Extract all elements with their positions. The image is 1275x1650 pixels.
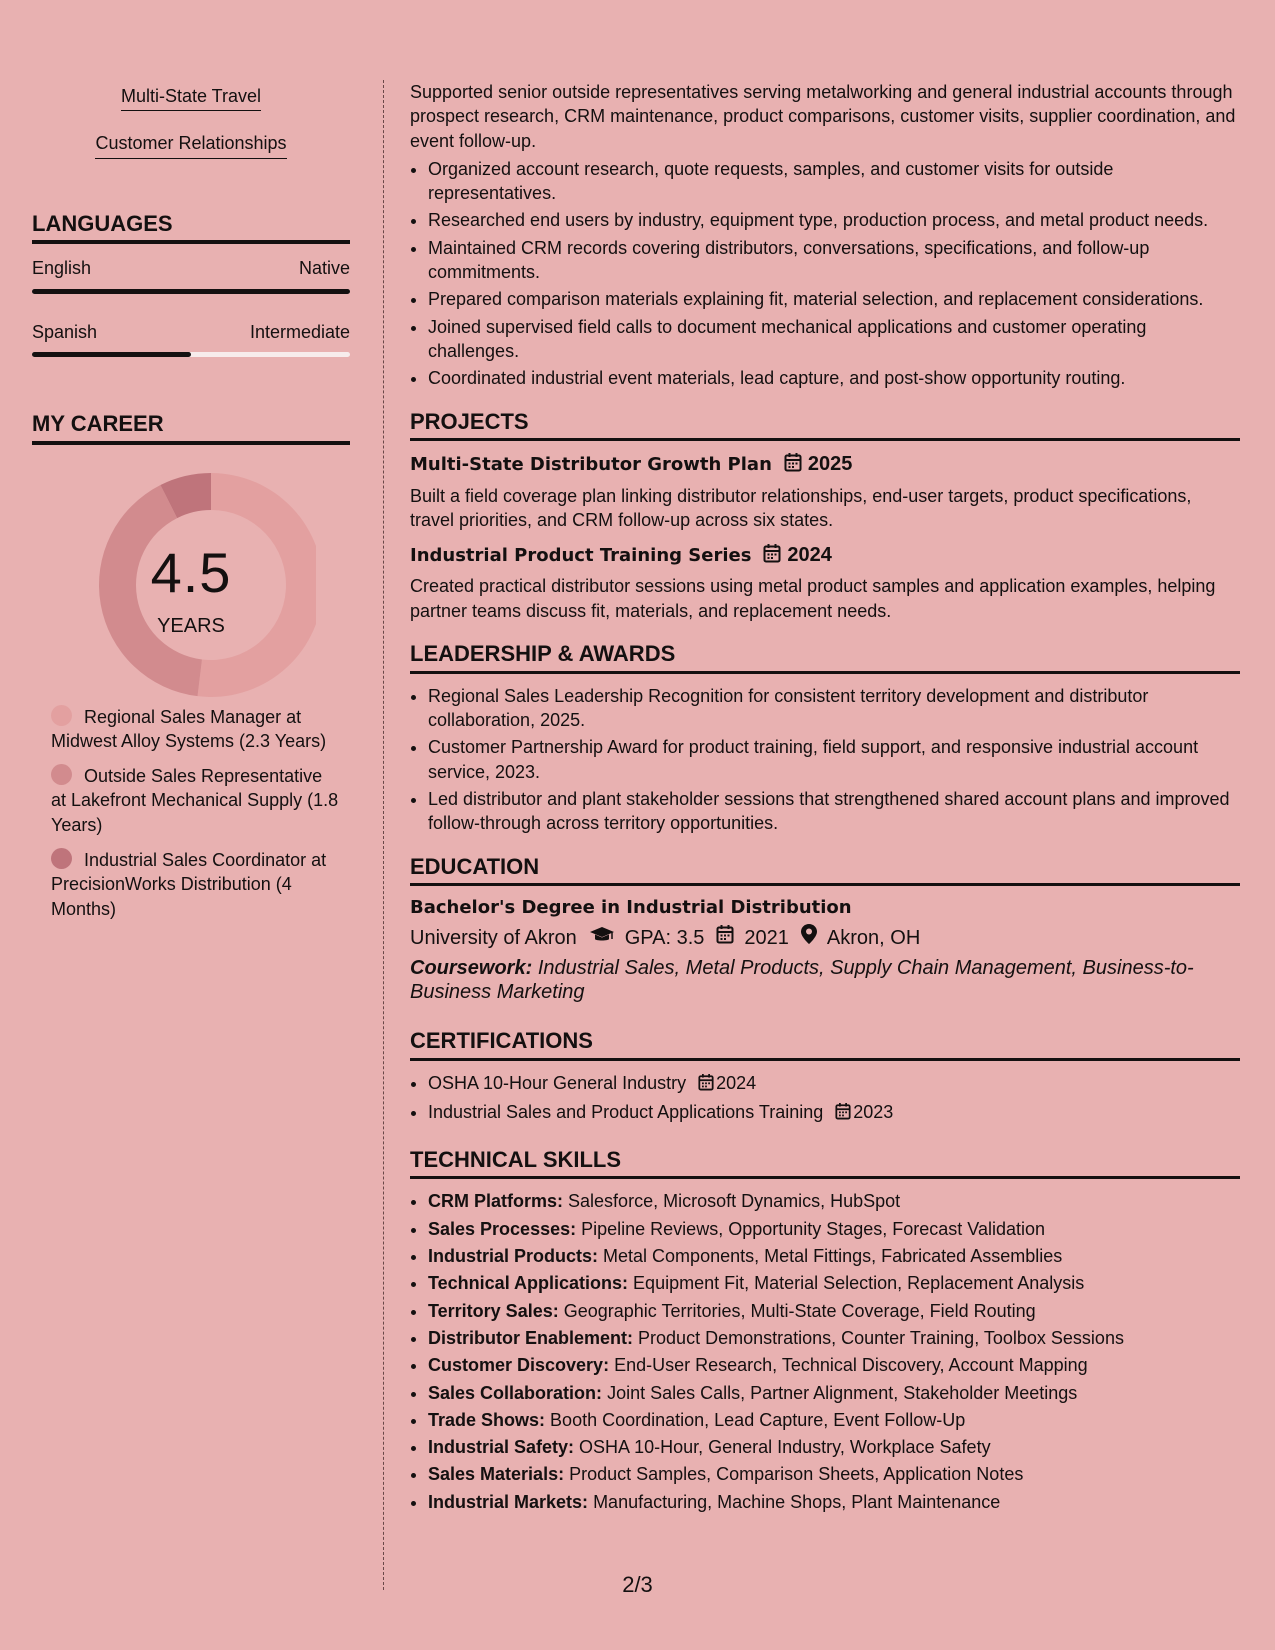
skill-label: Industrial Markets: bbox=[428, 1491, 589, 1512]
legend-dot bbox=[51, 848, 72, 869]
legend-label: Industrial Sales Coordinator at PrecisionWorks Distribution (4 Months) bbox=[51, 850, 327, 919]
project-year: 2025 bbox=[807, 453, 853, 476]
graduation-year: 2021 bbox=[744, 926, 789, 949]
career-unit: YEARS bbox=[157, 614, 225, 637]
certification-year: 2024 bbox=[716, 1073, 757, 1094]
certification-list bbox=[410, 1071, 1240, 1127]
language-name: Spanish bbox=[32, 321, 98, 342]
skill-item bbox=[428, 1217, 1240, 1241]
main-content bbox=[410, 80, 1240, 1517]
career-legend-item bbox=[51, 764, 340, 837]
skill-item bbox=[428, 1271, 1240, 1295]
skill-value: Booth Coordination, Lead Capture, Event Follow-Up bbox=[550, 1409, 966, 1430]
skills-list bbox=[410, 1189, 1240, 1514]
skill-item bbox=[428, 1381, 1240, 1405]
language-name: English bbox=[32, 258, 92, 279]
language-item bbox=[32, 320, 350, 357]
experience-bullets bbox=[410, 157, 1240, 391]
skill-label: Distributor Enablement: bbox=[428, 1327, 634, 1348]
calendar-icon bbox=[763, 543, 781, 570]
languages-heading: LANGUAGES bbox=[32, 209, 350, 245]
skill-value: Manufacturing, Machine Shops, Plant Maintenance bbox=[593, 1491, 1001, 1512]
skill-value: Salesforce, Microsoft Dynamics, HubSpot bbox=[568, 1191, 901, 1212]
education-location: Akron, OH bbox=[826, 926, 921, 949]
language-bar-fill bbox=[32, 352, 191, 357]
calendar-icon bbox=[784, 452, 802, 479]
list-item: • Prepared comparison materials explaining fit, material selection, and replacement considerations. bbox=[428, 287, 1240, 311]
degree-title: Bachelor's Degree in Industrial Distribution bbox=[410, 897, 852, 919]
sidebar bbox=[32, 84, 350, 932]
skill-value: Equipment Fit, Material Selection, Replacement Analysis bbox=[633, 1273, 1085, 1294]
career-heading: MY CAREER bbox=[32, 409, 350, 445]
skill-label: Trade Shows: bbox=[428, 1409, 546, 1430]
skill-label: Sales Processes: bbox=[428, 1218, 577, 1239]
skill-value: End-User Research, Technical Discovery, Account Mapping bbox=[614, 1355, 1088, 1376]
list-item: • Joined supervised field calls to document mechanical applications and customer operating challenges. bbox=[428, 315, 1240, 364]
page-number: 2/3 bbox=[622, 1572, 653, 1597]
list-item bbox=[428, 1100, 1240, 1126]
school-name: University of Akron bbox=[410, 926, 577, 949]
experience-intro: Supported senior outside representatives serving metalworking and general industrial accounts through prospect research, CRM maintenance, product comparisons, customer visits, supplier coordination, and event follow-up. bbox=[410, 82, 1236, 151]
skill-item bbox=[428, 1353, 1240, 1377]
skill-value: Geographic Territories, Multi-State Coverage, Field Routing bbox=[563, 1300, 1036, 1321]
skill-value: Product Samples, Comparison Sheets, Application Notes bbox=[569, 1464, 1024, 1485]
project-description: Created practical distributor sessions using metal product samples and application examples, helping partner teams discuss fit, materials, and replacement needs. bbox=[410, 576, 1216, 621]
skill-item bbox=[428, 1326, 1240, 1350]
skill-item bbox=[428, 1189, 1240, 1213]
coursework bbox=[410, 956, 1240, 1004]
project-year: 2024 bbox=[787, 544, 832, 567]
project-name: Multi-State Distributor Growth Plan bbox=[410, 454, 772, 476]
list-item: • Led distributor and plant stakeholder sessions that strengthened shared account plans and improved follow-through across territory opportunities. bbox=[428, 787, 1240, 836]
language-bar-fill bbox=[32, 289, 350, 294]
certification-year: 2023 bbox=[853, 1102, 894, 1123]
coursework-label: Coursework: bbox=[410, 957, 533, 980]
leadership-bullets bbox=[410, 684, 1240, 836]
career-donut bbox=[32, 473, 350, 713]
career-total: 4.5 bbox=[150, 540, 232, 604]
skill-value: OSHA 10-Hour, General Industry, Workplace Safety bbox=[579, 1437, 991, 1458]
skill-value: Joint Sales Calls, Partner Alignment, Stakeholder Meetings bbox=[607, 1382, 1078, 1403]
tag-list bbox=[32, 84, 350, 179]
skill-item bbox=[428, 1490, 1240, 1514]
list-item bbox=[428, 1071, 1240, 1097]
language-item bbox=[32, 256, 350, 293]
graduation-cap-icon bbox=[589, 925, 615, 952]
language-level: Intermediate bbox=[249, 321, 350, 342]
skill-label: Territory Sales: bbox=[428, 1300, 559, 1321]
language-bar bbox=[32, 352, 350, 357]
certification-name: OSHA 10-Hour General Industry bbox=[428, 1073, 687, 1094]
project-item bbox=[410, 542, 1240, 623]
list-item: • Organized account research, quote requests, samples, and customer visits for outside representatives. bbox=[428, 157, 1240, 206]
coursework-list: Industrial Sales, Metal Products, Supply Chain Management, Business-to-Business Marketing bbox=[410, 957, 1194, 1004]
skill-item bbox=[428, 1435, 1240, 1459]
gpa: GPA: 3.5 bbox=[624, 926, 705, 949]
tag-item: Multi-State Travel bbox=[121, 84, 261, 111]
legend-dot bbox=[51, 764, 72, 785]
skill-label: Sales Collaboration: bbox=[428, 1382, 603, 1403]
project-item bbox=[410, 451, 1240, 532]
career-legend bbox=[32, 705, 350, 921]
skill-label: Industrial Products: bbox=[428, 1246, 599, 1267]
language-level: Native bbox=[298, 258, 350, 279]
skill-label: Technical Applications: bbox=[428, 1273, 629, 1294]
project-name: Industrial Product Training Series bbox=[410, 545, 752, 567]
education-meta bbox=[410, 924, 1240, 952]
skill-label: Industrial Safety: bbox=[428, 1437, 575, 1458]
language-bar bbox=[32, 289, 350, 294]
list-item: • Maintained CRM records covering distributors, conversations, specifications, and follow-up commitments. bbox=[428, 236, 1240, 285]
legend-label: Regional Sales Manager at Midwest Alloy Systems (2.3 Years) bbox=[51, 706, 327, 751]
skills-heading: TECHNICAL SKILLS bbox=[410, 1145, 1240, 1180]
legend-label: Outside Sales Representative at Lakefront Mechanical Supply (1.8 Years) bbox=[51, 766, 339, 835]
skill-value: Metal Components, Metal Fittings, Fabricated Assemblies bbox=[603, 1246, 1063, 1267]
skill-value: Product Demonstrations, Counter Training, Toolbox Sessions bbox=[638, 1327, 1124, 1348]
career-legend-item bbox=[51, 848, 340, 921]
list-item: • Customer Partnership Award for product training, field support, and responsive industrial account service, 2023. bbox=[428, 735, 1240, 784]
map-pin-icon bbox=[801, 924, 817, 952]
projects-heading: PROJECTS bbox=[410, 407, 1240, 442]
certifications-heading: CERTIFICATIONS bbox=[410, 1026, 1240, 1061]
skill-item bbox=[428, 1462, 1240, 1486]
calendar-icon bbox=[835, 1102, 851, 1126]
education-heading: EDUCATION bbox=[410, 852, 1240, 887]
skill-item bbox=[428, 1299, 1240, 1323]
calendar-icon bbox=[716, 924, 734, 952]
skill-label: CRM Platforms: bbox=[428, 1191, 564, 1212]
list-item: • Researched end users by industry, equipment type, production process, and metal product needs. bbox=[428, 208, 1240, 232]
column-divider bbox=[383, 80, 384, 1590]
project-description: Built a field coverage plan linking distributor relationships, end-user targets, product specifications, travel priorities, and CRM follow-up across six states. bbox=[410, 485, 1192, 530]
skill-label: Sales Materials: bbox=[428, 1464, 565, 1485]
skill-item bbox=[428, 1244, 1240, 1268]
skill-value: Pipeline Reviews, Opportunity Stages, Forecast Validation bbox=[581, 1218, 1046, 1239]
list-item: • Coordinated industrial event materials, lead capture, and post-show opportunity routing. bbox=[428, 366, 1240, 390]
tag-item: Customer Relationships bbox=[95, 131, 286, 158]
certification-name: Industrial Sales and Product Applications Training bbox=[428, 1102, 824, 1123]
calendar-icon bbox=[698, 1073, 714, 1097]
skill-label: Customer Discovery: bbox=[428, 1355, 610, 1376]
list-item: • Regional Sales Leadership Recognition for consistent territory development and distributor collaboration, 2025. bbox=[428, 684, 1240, 733]
leadership-heading: LEADERSHIP & AWARDS bbox=[410, 639, 1240, 674]
skill-item bbox=[428, 1408, 1240, 1432]
